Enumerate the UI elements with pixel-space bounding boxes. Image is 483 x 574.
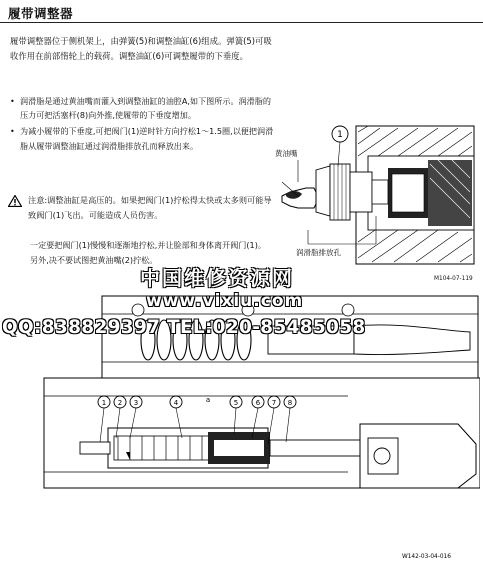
callout-number: 5 (233, 399, 239, 407)
bullet-item: • 润滑脂是通过黄油嘴而灌入到调整油缸的油腔A,如下图所示。润滑脂的压力可把活塞杆(8)向外推,使履带的下垂度增加。 (10, 94, 278, 122)
callout-number: 2 (117, 399, 123, 407)
callout-number: 8 (287, 399, 293, 407)
valve-section-figure (268, 112, 480, 290)
warning-detail: 一定要把阀门(1)慢慢和逐渐地拧松,并让脸部和身体离开阀门(1)。另外,决不要试图把黄油嘴(2)拧松。 (30, 240, 266, 265)
title-rule (0, 22, 483, 23)
bullet-item: • 为减小履带的下垂度,可把阀门(1)逆时针方向拧松1～1.5圈,以便把润滑脂从履带调整油缸通过润滑脂排放孔而释放出来。 (10, 124, 278, 152)
callout-number: 6 (255, 399, 261, 407)
watermark-contact: QQ:838829397 TEL:020-85485058 (2, 317, 366, 338)
chamber-label: a (205, 396, 211, 404)
grease-nipple-label: 黄油嘴 (275, 149, 298, 158)
warning-icon (8, 195, 22, 207)
callout-number: 3 (133, 399, 139, 407)
callout-number: 4 (173, 399, 179, 407)
drain-hole-label: 润滑脂排放孔 (296, 248, 341, 257)
callout-number: 7 (271, 399, 277, 407)
bullet-list (10, 94, 278, 153)
warning-text: 注意:调整油缸是高压的。如果把阀门(1)拧松得太快或太多则可能导致阀门(1)飞出。可能造成人员伤害。 (28, 195, 272, 220)
watermark-url: www.vixiu.com (146, 291, 304, 311)
watermark-site-name: 中国维修资源网 (140, 266, 294, 290)
top-figure-code: M104-07-119 (434, 276, 473, 282)
valve-callout-number: 1 (337, 130, 343, 140)
callout-number: 1 (101, 399, 107, 407)
intro-paragraph: 履带调整器位于侧机架上，由弹簧(5)和调整油缸(6)组成。弹簧(5)可吸收作用在前部惰轮上的载荷。调整油缸(6)可调整履带的下垂度。 (10, 36, 272, 61)
bottom-figure-code: W142-03-04-016 (402, 554, 451, 560)
page-title: 履带调整器 (8, 6, 74, 21)
